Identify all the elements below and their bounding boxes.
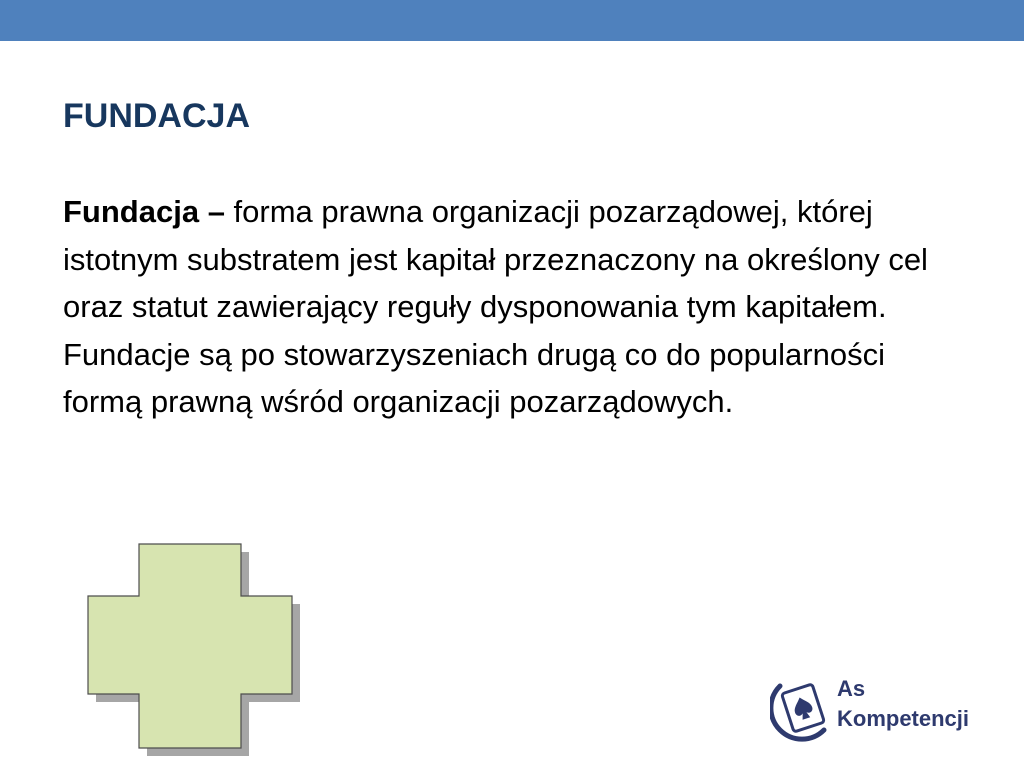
definition-text: forma prawna organizacji pozarządowej, której istotnym substratem jest kapitał przeznaczony na określony cel oraz statut zawierający reguły dysponowania tym kapitałem. Fundacje są po stowarzyszeniach drugą co do popularności formą prawną wśród organizacji pozarządowych. (63, 194, 928, 419)
plus-cross-shape (86, 542, 306, 758)
defined-term: Fundacja – (63, 194, 225, 229)
logo-as-kompetencji (770, 672, 1000, 744)
plus-cross-body (88, 544, 292, 748)
spade-card-icon (770, 672, 834, 742)
slide-title: FUNDACJA (63, 97, 250, 135)
top-accent-bar (0, 0, 1024, 41)
logo-text-line2: Kompetencji (837, 706, 970, 731)
logo-text-line1: As (837, 676, 866, 701)
slide-body (63, 188, 963, 426)
